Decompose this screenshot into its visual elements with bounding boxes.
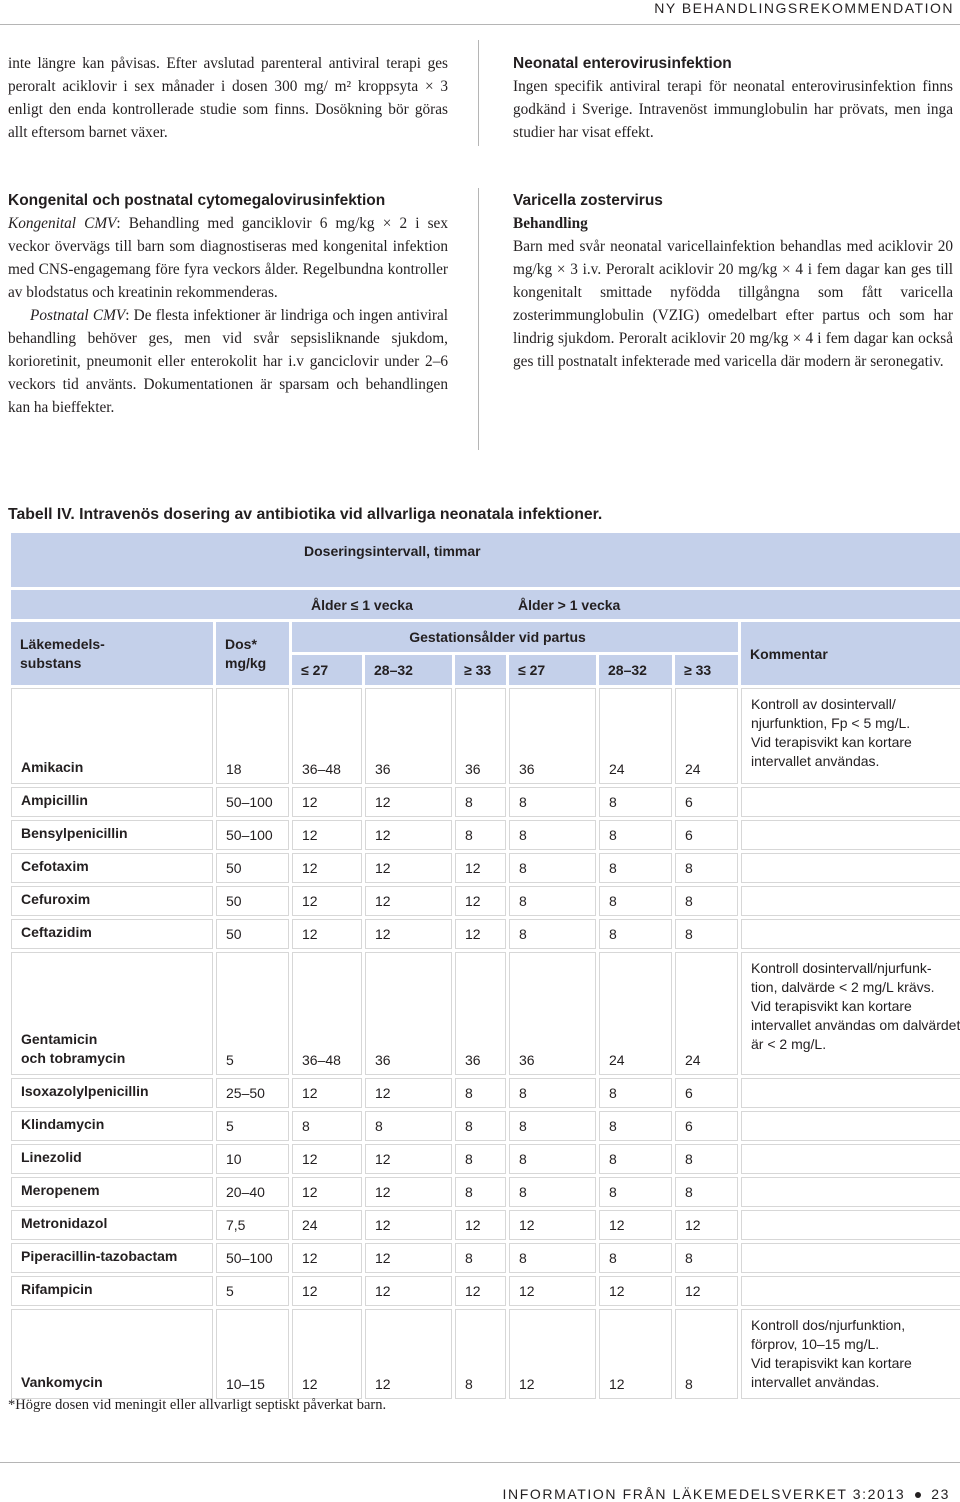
table-footnote: *Högre dosen vid meningit eller allvarligt septiskt påverkat barn. bbox=[8, 1397, 387, 1413]
age-le-1-week: Ålder ≤ 1 vecka bbox=[311, 596, 413, 613]
interval-cell: 12 bbox=[292, 1309, 362, 1399]
interval-cell: 12 bbox=[292, 853, 362, 883]
age-gt-1-week: Ålder > 1 vecka bbox=[518, 596, 621, 613]
table-row bbox=[11, 688, 960, 784]
interval-cell: 12 bbox=[365, 1144, 452, 1174]
enterovirus-text: Ingen specifik antiviral terapi för neonatal enterovirusinfektion finns godkänd i Sverige. Intravenöst immunglobulin har prövats, men inga studier har visat effekt. bbox=[513, 78, 953, 141]
dose-cell: 25–50 bbox=[216, 1078, 289, 1108]
running-header: NY BEHANDLINGSREKOMMENDATION bbox=[654, 0, 954, 16]
interval-cell: 12 bbox=[455, 1276, 506, 1306]
interval-cell: 8 bbox=[455, 1111, 506, 1141]
interval-cell: 8 bbox=[675, 1144, 738, 1174]
interval-cell: 12 bbox=[292, 886, 362, 916]
bullet-separator bbox=[915, 1492, 921, 1498]
interval-cell: 12 bbox=[509, 1309, 596, 1399]
top-divider bbox=[0, 24, 960, 25]
interval-cell: 8 bbox=[509, 853, 596, 883]
drug-name-cell: Meropenem bbox=[11, 1177, 213, 1207]
cmv-heading: Kongenital och postnatal cytomegalovirusinfektion bbox=[8, 192, 386, 209]
drug-name-cell: Amikacin bbox=[11, 688, 213, 784]
interval-cell: 8 bbox=[675, 919, 738, 949]
comment-cell bbox=[741, 820, 960, 850]
interval-cell: 8 bbox=[455, 1309, 506, 1399]
dose-cell: 10–15 bbox=[216, 1309, 289, 1399]
col-comment-header: Kommentar bbox=[741, 622, 960, 685]
interval-cell: 8 bbox=[675, 1243, 738, 1273]
interval-cell: 8 bbox=[509, 1144, 596, 1174]
interval-cell: 12 bbox=[365, 853, 452, 883]
table-title: Tabell IV. Intravenös dosering av antibiotika vid allvarliga neonatala infektioner. bbox=[8, 506, 603, 523]
dose-cell: 50 bbox=[216, 919, 289, 949]
intro-text: inte längre kan påvisas. Efter avslutad parenteral antiviral terapi ges peroralt aciklovir i sex månader i dosen 300 mg/ m² kroppsyta × 3 enligt den enda kontrollerade studie som finns. Dosökning bör göras allt eftersom barnet växer. bbox=[8, 55, 448, 141]
table-row bbox=[11, 886, 960, 916]
table-row bbox=[11, 787, 960, 817]
interval-cell: 8 bbox=[599, 1177, 672, 1207]
dose-cell: 5 bbox=[216, 1111, 289, 1141]
interval-cell: 24 bbox=[675, 688, 738, 784]
interval-cell: 8 bbox=[509, 1111, 596, 1141]
interval-cell: 8 bbox=[455, 1243, 506, 1273]
comment-cell bbox=[741, 1078, 960, 1108]
interval-cell: 8 bbox=[599, 919, 672, 949]
table-row bbox=[11, 1243, 960, 1273]
drug-name-cell: Gentamicin och tobramycin bbox=[11, 952, 213, 1075]
age-header-row bbox=[11, 590, 960, 619]
interval-header: Doseringsintervall, timmar bbox=[11, 533, 960, 587]
column-divider-middle bbox=[478, 188, 479, 450]
publication-name: INFORMATION FRÅN LÄKEMEDELSVERKET 3:2013 bbox=[502, 1486, 906, 1502]
drug-name-cell: Piperacillin-tazobactam bbox=[11, 1243, 213, 1273]
drug-name-cell: Isoxazolylpenicillin bbox=[11, 1078, 213, 1108]
gest-col-5: 28–32 bbox=[599, 655, 672, 685]
interval-cell: 8 bbox=[675, 853, 738, 883]
interval-cell: 12 bbox=[292, 787, 362, 817]
cmv-postnatal-text: : De flesta infektioner är lindriga och ingen antiviral behandling behöver ges, men vid svår sepsisliknande sjukdom, korioretinit, pneumonit eller enterokolit har i.v ganciclovir under 2–6 veckors tid använts. Dokumentationen är sparsam och behandlingen kan ha bieffekter. bbox=[8, 307, 448, 416]
dose-cell: 50–100 bbox=[216, 820, 289, 850]
comment-cell: Kontroll av dosintervall/ njurfunktion, Fp < 5 mg/L. Vid terapisvikt kan kortare intervallet användas. bbox=[741, 688, 960, 784]
interval-cell: 12 bbox=[455, 853, 506, 883]
drug-name-cell: Cefotaxim bbox=[11, 853, 213, 883]
interval-cell: 12 bbox=[365, 820, 452, 850]
interval-cell: 8 bbox=[455, 1078, 506, 1108]
comment-cell bbox=[741, 919, 960, 949]
interval-cell: 8 bbox=[599, 1111, 672, 1141]
interval-cell: 8 bbox=[509, 919, 596, 949]
interval-cell: 12 bbox=[365, 1078, 452, 1108]
interval-cell: 8 bbox=[455, 1177, 506, 1207]
interval-cell: 12 bbox=[292, 1177, 362, 1207]
interval-cell: 8 bbox=[455, 1144, 506, 1174]
cmv-postnatal-paragraph bbox=[8, 304, 448, 419]
drug-name-cell: Klindamycin bbox=[11, 1111, 213, 1141]
comment-cell bbox=[741, 853, 960, 883]
interval-cell: 36 bbox=[509, 688, 596, 784]
dose-cell: 10 bbox=[216, 1144, 289, 1174]
comment-cell bbox=[741, 1210, 960, 1240]
interval-cell: 36–48 bbox=[292, 688, 362, 784]
interval-cell: 12 bbox=[365, 1309, 452, 1399]
drug-name-cell: Rifampicin bbox=[11, 1276, 213, 1306]
cmv-section bbox=[8, 189, 448, 419]
dose-cell: 5 bbox=[216, 952, 289, 1075]
interval-cell: 8 bbox=[455, 820, 506, 850]
interval-cell: 8 bbox=[365, 1111, 452, 1141]
cmv-congenital-label: Kongenital CMV bbox=[8, 215, 117, 232]
interval-cell: 6 bbox=[675, 787, 738, 817]
drug-name-cell: Linezolid bbox=[11, 1144, 213, 1174]
interval-cell: 12 bbox=[292, 1078, 362, 1108]
interval-cell: 6 bbox=[675, 820, 738, 850]
comment-cell: Kontroll dosintervall/njurfunk- tion, dalvärde < 2 mg/L krävs. Vid terapisvikt kan kortare intervallet användas om dalvärdet är < 2 mg/L. bbox=[741, 952, 960, 1075]
interval-cell: 12 bbox=[365, 1210, 452, 1240]
interval-cell: 8 bbox=[599, 1243, 672, 1273]
interval-cell: 8 bbox=[509, 1243, 596, 1273]
table-row bbox=[11, 1177, 960, 1207]
dose-cell: 50–100 bbox=[216, 1243, 289, 1273]
table-row bbox=[11, 1309, 960, 1399]
interval-cell: 24 bbox=[599, 688, 672, 784]
dose-cell: 20–40 bbox=[216, 1177, 289, 1207]
interval-cell: 12 bbox=[365, 787, 452, 817]
gest-col-1: ≤ 27 bbox=[292, 655, 362, 685]
interval-cell: 12 bbox=[455, 919, 506, 949]
interval-cell: 8 bbox=[675, 1177, 738, 1207]
dose-cell: 50–100 bbox=[216, 787, 289, 817]
varicella-section bbox=[513, 189, 953, 373]
dose-cell: 18 bbox=[216, 688, 289, 784]
drug-name-cell: Vankomycin bbox=[11, 1309, 213, 1399]
intro-paragraph bbox=[8, 52, 448, 144]
table-row bbox=[11, 1111, 960, 1141]
interval-cell: 36 bbox=[455, 952, 506, 1075]
interval-cell: 36 bbox=[365, 952, 452, 1075]
interval-cell: 12 bbox=[599, 1210, 672, 1240]
interval-cell: 12 bbox=[599, 1276, 672, 1306]
interval-cell: 24 bbox=[292, 1210, 362, 1240]
comment-cell bbox=[741, 1276, 960, 1306]
drug-name-cell: Ampicillin bbox=[11, 787, 213, 817]
interval-cell: 12 bbox=[365, 886, 452, 916]
interval-cell: 12 bbox=[365, 1177, 452, 1207]
column-divider-top bbox=[478, 40, 479, 146]
bottom-divider bbox=[0, 1462, 960, 1463]
col-gestation-header: Gestationsålder vid partus bbox=[292, 622, 738, 652]
cmv-congenital-text: : Behandling med ganciklovir 6 mg/kg × 2 i sex veckor övervägs till barn som diagnostiseras med kongenital infektion med CNS-engagemang före fyra veckors ålder. Regelbundna kontroller av blodstatus och kreatinin rekommenderas. bbox=[8, 215, 448, 301]
interval-cell: 24 bbox=[675, 952, 738, 1075]
drug-name-cell: Cefuroxim bbox=[11, 886, 213, 916]
drug-name-cell: Bensylpenicillin bbox=[11, 820, 213, 850]
interval-cell: 36 bbox=[365, 688, 452, 784]
gest-col-4: ≤ 27 bbox=[509, 655, 596, 685]
interval-cell: 12 bbox=[365, 1276, 452, 1306]
table-row bbox=[11, 853, 960, 883]
interval-cell: 12 bbox=[455, 1210, 506, 1240]
gest-col-2: 28–32 bbox=[365, 655, 452, 685]
dose-cell: 50 bbox=[216, 853, 289, 883]
table-row bbox=[11, 919, 960, 949]
interval-cell: 8 bbox=[599, 1078, 672, 1108]
interval-cell: 8 bbox=[599, 853, 672, 883]
comment-cell bbox=[741, 1144, 960, 1174]
interval-cell: 12 bbox=[292, 820, 362, 850]
interval-cell: 8 bbox=[509, 787, 596, 817]
dosing-table bbox=[8, 530, 960, 1402]
dose-cell: 5 bbox=[216, 1276, 289, 1306]
col-drug-header: Läkemedels- substans bbox=[11, 622, 213, 685]
page-number: 23 bbox=[931, 1486, 950, 1502]
interval-cell: 8 bbox=[292, 1111, 362, 1141]
interval-cell: 8 bbox=[509, 820, 596, 850]
comment-cell bbox=[741, 1177, 960, 1207]
interval-cell: 6 bbox=[675, 1078, 738, 1108]
interval-cell: 6 bbox=[675, 1111, 738, 1141]
drug-name-cell: Metronidazol bbox=[11, 1210, 213, 1240]
interval-cell: 8 bbox=[675, 1309, 738, 1399]
interval-cell: 12 bbox=[675, 1210, 738, 1240]
interval-cell: 8 bbox=[599, 820, 672, 850]
interval-cell: 12 bbox=[509, 1276, 596, 1306]
interval-cell: 8 bbox=[599, 886, 672, 916]
comment-cell bbox=[741, 1111, 960, 1141]
enterovirus-heading: Neonatal enterovirusinfektion bbox=[513, 55, 732, 72]
table-row bbox=[11, 952, 960, 1075]
table-row bbox=[11, 820, 960, 850]
varicella-text: Barn med svår neonatal varicellainfektion behandlas med aciklovir 20 mg/kg × 3 i.v. Peroralt aciklovir 20 mg/kg × 4 i fem dagar kan ges till kongenitalt smittade nyfödda tillgångna som fått varicella zosterimmunglobulin (VZIG) omedelbart efter partus och som har lindrig sjukdom. Peroralt aciklovir 20 mg/kg × 4 i fem dagar kan också ges till postnatalt infekterade med varicella där modern är seronegativ. bbox=[513, 238, 953, 370]
cmv-postnatal-label: Postnatal CMV bbox=[30, 307, 126, 324]
interval-cell: 8 bbox=[675, 886, 738, 916]
varicella-heading: Varicella zostervirus bbox=[513, 192, 663, 209]
comment-cell: Kontroll dos/njurfunktion, förprov, 10–15 mg/L. Vid terapisvikt kan kortare intervallet användas. bbox=[741, 1309, 960, 1399]
interval-cell: 24 bbox=[599, 952, 672, 1075]
interval-cell: 12 bbox=[365, 1243, 452, 1273]
interval-cell: 8 bbox=[455, 787, 506, 817]
col-dose-header: Dos* mg/kg bbox=[216, 622, 289, 685]
dose-cell: 7,5 bbox=[216, 1210, 289, 1240]
table-row bbox=[11, 1144, 960, 1174]
interval-cell: 12 bbox=[292, 1243, 362, 1273]
interval-cell: 8 bbox=[509, 1177, 596, 1207]
varicella-subheading: Behandling bbox=[513, 215, 588, 232]
interval-cell: 12 bbox=[292, 1276, 362, 1306]
interval-cell: 12 bbox=[292, 1144, 362, 1174]
interval-cell: 8 bbox=[599, 787, 672, 817]
gest-col-3: ≥ 33 bbox=[455, 655, 506, 685]
interval-cell: 12 bbox=[455, 886, 506, 916]
interval-cell: 8 bbox=[599, 1144, 672, 1174]
comment-cell bbox=[741, 787, 960, 817]
interval-cell: 8 bbox=[509, 1078, 596, 1108]
dose-cell: 50 bbox=[216, 886, 289, 916]
drug-name-cell: Ceftazidim bbox=[11, 919, 213, 949]
gest-col-6: ≥ 33 bbox=[675, 655, 738, 685]
table-row bbox=[11, 1210, 960, 1240]
interval-cell: 36 bbox=[509, 952, 596, 1075]
comment-cell bbox=[741, 886, 960, 916]
interval-cell: 12 bbox=[599, 1309, 672, 1399]
interval-cell: 36 bbox=[455, 688, 506, 784]
interval-cell: 12 bbox=[365, 919, 452, 949]
interval-cell: 12 bbox=[509, 1210, 596, 1240]
table-row bbox=[11, 1276, 960, 1306]
cmv-congenital-paragraph bbox=[8, 212, 448, 304]
interval-cell: 36–48 bbox=[292, 952, 362, 1075]
page-footer bbox=[503, 1486, 950, 1502]
interval-cell: 12 bbox=[292, 919, 362, 949]
table-row bbox=[11, 1078, 960, 1108]
interval-cell: 8 bbox=[509, 886, 596, 916]
interval-cell: 12 bbox=[675, 1276, 738, 1306]
comment-cell bbox=[741, 1243, 960, 1273]
enterovirus-section bbox=[513, 52, 953, 144]
